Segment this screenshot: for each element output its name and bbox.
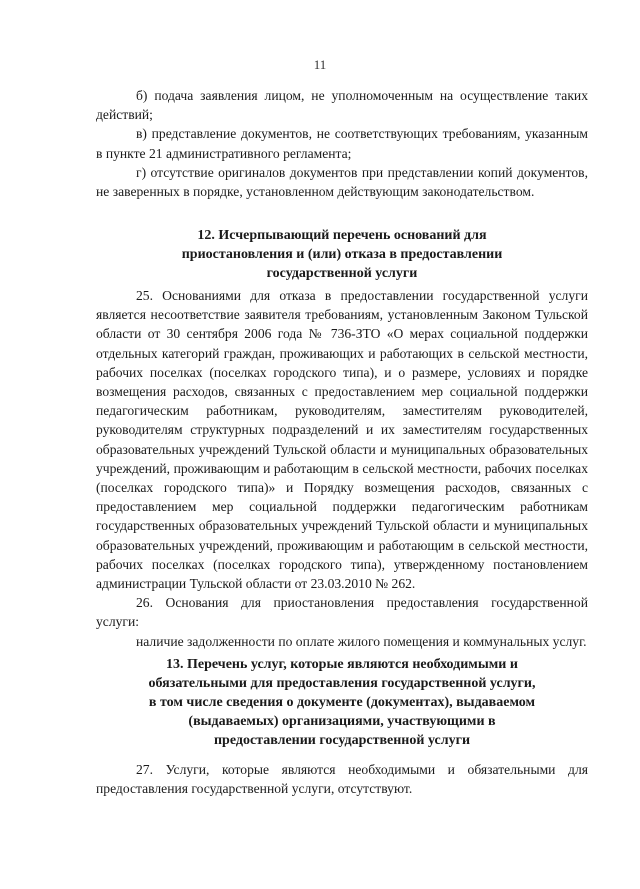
section-13-body xyxy=(96,760,588,798)
list-item-b: б) подача заявления лицом, не уполномоченным на осуществление таких действий; xyxy=(96,88,588,123)
section-13-heading xyxy=(96,655,588,750)
heading-line: приостановления и (или) отказа в предоставлении xyxy=(181,247,503,262)
heading-line: 12. Исчерпывающий перечень оснований для xyxy=(197,228,487,243)
paragraph-26-item: наличие задолженности по оплате жилого помещения и коммунальных услуг. xyxy=(136,633,587,649)
paragraph-26: 26. Основания для приостановления предоставления государственной услуги: xyxy=(96,595,588,630)
paragraph-25: 25. Основаниями для отказа в предоставлении государственной услуги является несоответствие заявителя требованиям, установленным Законом Тульской области от 30 сентября 2006 года № 736-ЗТО «О мерах социальной поддержки отдельных категорий граждан, проживающих и работающих в сельской местности, рабочих поселках (поселках городского типа), и о размере, условиях и порядке возмещения расходов, связанных с предоставлением мер социальной поддержки педагогическим работникам, руководителям, заместителям руководителей, руководителям структурных подразделений и их заместителям государственных образовательных учреждений Тульской области и муниципальных образовательных учреждений, проживающим и работающим в сельской местности, рабочих поселках (поселках городского типа)» и Порядку возмещения расходов, связанных с предоставлением мер социальной поддержки педагогическим работникам государственных образовательных учреждений Тульской области и муниципальных образовательных учреждений, проживающим и работающим в сельской местности, рабочих поселках (поселках городского типа), утвержденному постановлением администрации Тульской области от 23.03.2010 № 262. xyxy=(96,288,588,592)
grounds-list xyxy=(96,86,588,201)
paragraph-27: 27. Услуги, которые являются необходимыми и обязательными для предоставления государственной услуги, отсутствуют. xyxy=(96,762,588,797)
heading-line: обязательными для предоставления государственной услуги, xyxy=(148,676,536,691)
list-item-g: г) отсутствие оригиналов документов при представлении копий документов, не заверенных в порядке, установленном действующим законодательством. xyxy=(96,164,588,200)
section-heading xyxy=(96,226,588,283)
section-heading xyxy=(96,655,588,750)
heading-line: (выдаваемых) организациями, участвующими в xyxy=(188,714,496,729)
heading-line: 13. Перечень услуг, которые являются необходимыми и xyxy=(166,657,518,672)
heading-line: в том числе сведения о документе (документах), выдаваемом xyxy=(148,695,536,710)
list-item-v: в) представление документов, не соответствующих требованиям, указанным в пункте 21 административного регламента; xyxy=(96,126,588,161)
section-12-body xyxy=(96,286,588,651)
heading-line: государственной услуги xyxy=(266,266,418,281)
section-12-heading xyxy=(96,226,588,283)
page-number: 11 xyxy=(313,57,327,72)
heading-line: предоставлении государственной услуги xyxy=(213,733,471,748)
